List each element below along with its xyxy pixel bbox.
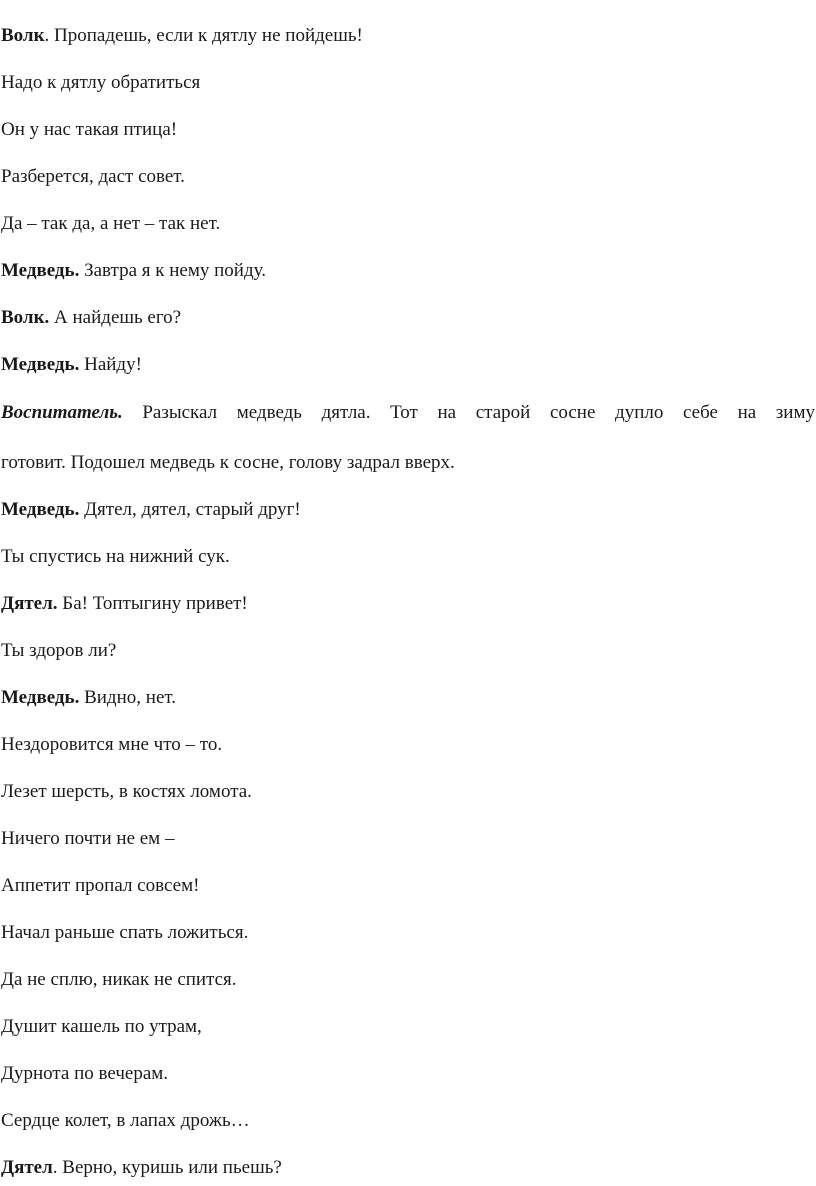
script-line [1, 591, 815, 617]
script-line [1, 23, 815, 49]
line-text: Надо к дятлу обратиться [1, 72, 201, 93]
line-text: Лезет шерсть, в костях ломота. [1, 781, 252, 802]
script-line [1, 70, 815, 96]
line-text: Разыскал медведь дятла. Тот на старой сосне дупло себе на зиму [122, 402, 815, 423]
script-line [1, 685, 815, 711]
speaker-name: Медведь. [1, 354, 80, 375]
line-text: Да не сплю, никак не спится. [1, 969, 237, 990]
script-line [1, 967, 815, 993]
script-line [1, 1108, 815, 1134]
speaker-name: Медведь. [1, 260, 80, 281]
script-line [1, 450, 815, 476]
script-line [1, 920, 815, 946]
line-text: Ба! Топтыгину привет! [57, 593, 248, 614]
script-line [1, 638, 815, 664]
line-text: Ты спустись на нижний сук. [1, 546, 230, 567]
script-line [1, 826, 815, 852]
line-text: Сердце колет, в лапах дрожь… [1, 1110, 250, 1131]
line-text: Ты здоров ли? [1, 640, 117, 661]
speaker-name: Волк [1, 25, 45, 46]
line-text: Нездоровится мне что – то. [1, 734, 223, 755]
script-line [1, 497, 815, 523]
speaker-name: Медведь. [1, 499, 80, 520]
script-line [1, 544, 815, 570]
script-line [1, 211, 815, 237]
line-text: . Пропадешь, если к дятлу не пойдешь! [44, 25, 363, 46]
speaker-name: Волк. [1, 307, 50, 328]
line-text: Душит кашель по утрам, [1, 1016, 202, 1037]
line-text: Ничего почти не ем – [1, 828, 175, 849]
line-text: . Верно, куришь или пьешь? [52, 1157, 282, 1178]
script-line [1, 1014, 815, 1040]
script-line [1, 873, 815, 899]
script-line [1, 1061, 815, 1087]
speaker-name: Медведь. [1, 687, 80, 708]
script-line [1, 352, 815, 378]
script-line [1, 164, 815, 190]
line-text: Он у нас такая птица! [1, 119, 178, 140]
line-text: Аппетит пропал совсем! [1, 875, 200, 896]
speaker-name: Воспитатель. [1, 402, 123, 423]
line-text: готовит. Подошел медведь к сосне, голову задрал вверх. [1, 452, 455, 473]
line-text: Найду! [79, 354, 142, 375]
line-text: Да – так да, а нет – так нет. [1, 213, 221, 234]
speaker-name: Дятел. [1, 593, 58, 614]
script-line [1, 305, 815, 331]
line-text: Видно, нет. [79, 687, 176, 708]
line-text: Начал раньше спать ложиться. [1, 922, 249, 943]
line-text: Дурнота по вечерам. [1, 1063, 169, 1084]
line-text: Разберется, даст совет. [1, 166, 185, 187]
script-line [1, 258, 815, 284]
script-line [1, 117, 815, 143]
line-text: Дятел, дятел, старый друг! [79, 499, 301, 520]
speaker-name: Дятел [1, 1157, 53, 1178]
script-line [1, 779, 815, 805]
line-text: Завтра я к нему пойду. [79, 260, 266, 281]
script-line [1, 732, 815, 758]
script-line [1, 400, 815, 426]
line-text: А найдешь его? [49, 307, 182, 328]
script-line [1, 1155, 815, 1181]
